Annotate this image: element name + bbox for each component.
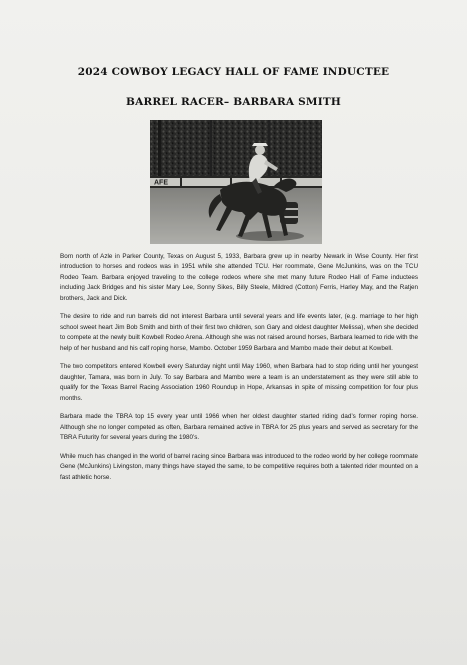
document-subtitle: BARREL RACER– BARBARA SMITH	[126, 96, 341, 108]
paragraph-tbra: Barbara made the TBRA top 15 every year until 1966 when her oldest daughter started riding dad’s former roping horse. Although she no longer competed as often, Barbara remained active in TBRA for 25 plus years and served as secretary for the TBRA Futurity for several years during the 1980’s.	[60, 413, 418, 442]
paragraph-biography: Born north of Azle in Parker County, Texas on August 5, 1933, Barbara grew up in nearby Newark in Wise County. Her first introduction to horses and rodeos was in 1951 while she attended TCU. Her roommate, Gene McJunkins, was on the TCU Rodeo Team. Barbara enjoyed traveling to the college rodeos where she met many future Rodeo Hall of Fame inductees including Jack Bridges and his sister Mary Lee, Sonny Sikes, Billy Steele, Mildred (Cotton) Ferris, Harley May, and the Ratjen brothers, Jack and Dick.	[60, 253, 418, 302]
photo-sign-text: AFE	[154, 179, 168, 187]
article-body	[60, 252, 418, 492]
barrel-racing-photo	[150, 120, 322, 244]
paragraph-early-career: The desire to ride and run barrels did not interest Barbara until several years and life events later, (e.g. marriage to her high school sweet heart Jim Bob Smith and birth of their first two children, son Gary and oldest daughter Melissa), when she decided to compete at the newly built Kowbell Rodeo Arena. Although she was not raised around horses, Barbara learned to ride with the help of her husband and his calf roping horse, Mambo. October 1959 Barbara and Mambo made their debut at Kowbell.	[60, 313, 418, 352]
document-title: 2024 COWBOY LEGACY HALL OF FAME INDUCTEE	[77, 66, 390, 78]
paragraph-closing: While much has changed in the world of barrel racing since Barbara was introduced to the rodeo world by her college roommate Gene (McJunkins) Livingston, many things have stayed the same, to be competitive requires both a talented rider mounted on a fast athletic horse.	[60, 453, 418, 481]
paragraph-kowbell: The two competitors entered Kowbell every Saturday night until May 1960, when Barbara had to stop riding until her youngest daughter, Tamara, was born in July. To say Barbara and Mambo were a team is an understatement as they were still able to qualify for the Texas Barrel Racing Association 1960 Roundup in Hope, Arkansas in spite of missing competition for four plus months.	[60, 363, 418, 402]
